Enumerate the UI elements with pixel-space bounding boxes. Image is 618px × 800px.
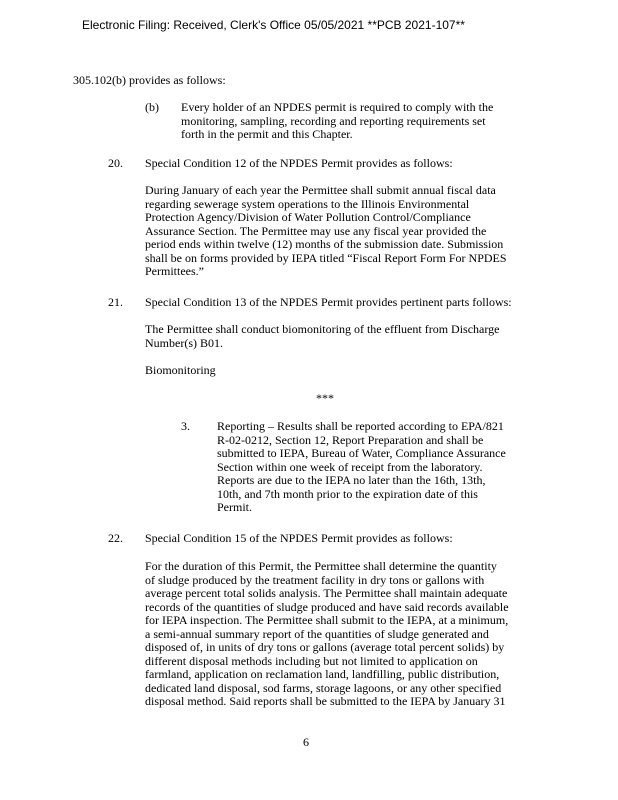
item-21-number: 21. bbox=[108, 295, 123, 309]
page-number: 6 bbox=[303, 735, 309, 749]
text-line: of sludge produced by the treatment facility in dry tons or gallons with bbox=[145, 572, 485, 587]
text-line: Assurance Section. The Permittee may use any fiscal year provided the bbox=[145, 223, 487, 238]
text-line: for IEPA inspection. The Permittee shall submit to the IEPA, at a minimum, bbox=[145, 613, 509, 627]
text-line: regarding sewerage system operations to the Illinois Environmental bbox=[145, 196, 470, 211]
item-20-number: 20. bbox=[108, 156, 123, 170]
text-line: dedicated land disposal, sod farms, storage lagoons, or any other specified bbox=[145, 680, 502, 695]
sub-item-3-label: 3. bbox=[181, 419, 190, 433]
subsection-b-text bbox=[181, 101, 493, 142]
filing-header: Electronic Filing: Received, Clerk's Office 05/05/2021 **PCB 2021-107** bbox=[82, 18, 465, 32]
text-line: The Permittee shall conduct biomonitoring of the effluent from Discharge bbox=[145, 322, 500, 336]
text-line: disposal method. Said reports shall be submitted to the IEPA by January 31 bbox=[145, 694, 506, 708]
text-line: 10th, and 7th month prior to the expiration date of this bbox=[217, 486, 478, 501]
text-line: average percent total solids analysis. The Permittee shall maintain adequate bbox=[145, 586, 508, 600]
text-line: R-02-0212, Section 12, Report Preparation and shall be bbox=[217, 432, 484, 447]
item-22-body bbox=[145, 560, 509, 709]
text-line: During January of each year the Permittee shall submit annual fiscal data bbox=[145, 183, 496, 197]
text-line: Reports are due to the IEPA no later than the 16th, 13th, bbox=[217, 473, 486, 487]
text-line: For the duration of this Permit, the Permittee shall determine the quantity bbox=[145, 559, 497, 573]
intro-text: 305.102(b) provides as follows: bbox=[73, 73, 226, 87]
text-line: Reporting – Results shall be reported according to EPA/821 bbox=[217, 419, 504, 433]
text-line: records of the quantities of sludge produced and have said records available bbox=[145, 599, 509, 614]
text-line: period ends within twelve (12) months of the submission date. Submission bbox=[145, 237, 504, 251]
item-22-number: 22. bbox=[108, 531, 123, 545]
text-line: Protection Agency/Division of Water Pollution Control/Compliance bbox=[145, 210, 471, 224]
biomonitoring-subheading: Biomonitoring bbox=[145, 363, 216, 377]
omission-separator: *** bbox=[316, 391, 334, 405]
subsection-b-label: (b) bbox=[145, 100, 159, 114]
sub-item-3-body bbox=[217, 420, 506, 515]
text-line: forth in the permit and this Chapter. bbox=[181, 127, 353, 141]
item-20-heading: Special Condition 12 of the NPDES Permit provides as follows: bbox=[145, 156, 453, 170]
text-line: monitoring, sampling, recording and reporting requirements set bbox=[181, 113, 486, 128]
item-21-body bbox=[145, 323, 499, 350]
text-line: shall be on forms provided by IEPA titled “Fiscal Report Form For NPDES bbox=[145, 250, 507, 265]
item-21-heading: Special Condition 13 of the NPDES Permit provides pertinent parts follows: bbox=[145, 295, 512, 309]
text-line: a semi-annual summary report of the quantities of sludge generated and bbox=[145, 626, 489, 641]
text-line: submitted to IEPA, Bureau of Water, Compliance Assurance bbox=[217, 446, 506, 460]
item-20-body bbox=[145, 184, 507, 279]
text-line: Every holder of an NPDES permit is required to comply with the bbox=[181, 100, 494, 114]
text-line: Number(s) B01. bbox=[145, 335, 223, 350]
text-line: disposed of, in units of dry tons or gallons (average total percent solids) by bbox=[145, 640, 505, 654]
text-line: Permit. bbox=[217, 500, 252, 514]
text-line: farmland, application on reclamation land, landfilling, public distribution, bbox=[145, 667, 500, 681]
text-line: different disposal methods including but not limited to application on bbox=[145, 653, 478, 668]
text-line: Permittees.” bbox=[145, 264, 204, 278]
item-22-heading: Special Condition 15 of the NPDES Permit provides as follows: bbox=[145, 531, 453, 545]
text-line: Section within one week of receipt from the laboratory. bbox=[217, 459, 483, 474]
